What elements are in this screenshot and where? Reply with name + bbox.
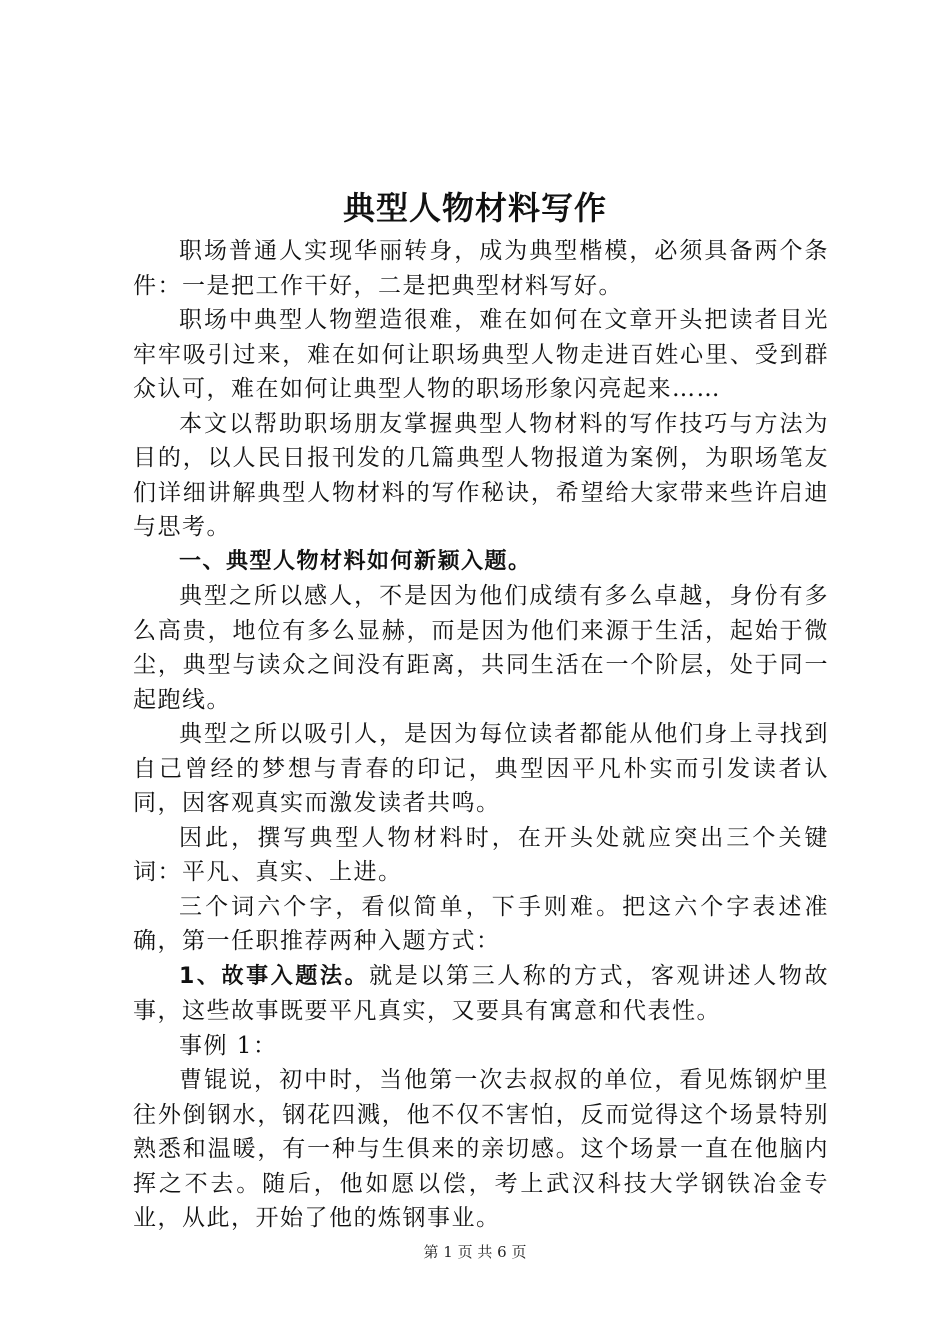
paragraph-6: 因此，撰写典型人物材料时，在开头处就应突出三个关键词：平凡、真实、上进。	[133, 824, 829, 885]
paragraph-5: 典型之所以吸引人，是因为每位读者都能从他们身上寻找到自己曾经的梦想与青春的印记，典型因平凡朴实而引发读者认同，因客观真实而激发读者共鸣。	[133, 721, 829, 816]
document-body	[133, 234, 829, 1236]
paragraph-1: 职场普通人实现华丽转身，成为典型楷模，必须具备两个条件：一是把工作干好，二是把典型材料写好。	[133, 238, 829, 299]
paragraph-7: 三个词六个字，看似简单，下手则难。把这六个字表述准确，第一任职推荐两种入题方式：	[133, 893, 829, 954]
document-title: 典型人物材料写作	[342, 189, 607, 227]
paragraph-10: 曹锟说，初中时，当他第一次去叔叔的单位，看见炼钢炉里往外倒钢水，钢花四溅，他不仅不害怕，反而觉得这个场景特别熟悉和温暖，有一种与生俱来的亲切感。这个场景一直在他脑内挥之不去。随后，他如愿以偿，考上武汉科技大学钢铁冶金专业，从此，开始了他的炼钢事业。	[133, 1067, 829, 1231]
paragraph-4: 典型之所以感人，不是因为他们成绩有多么卓越，身份有多么高贵，地位有多么显赫，而是因为他们来源于生活，起始于微尘，典型与读众之间没有距离，共同生活在一个阶层，处于同一起跑线。	[133, 583, 829, 713]
method-heading: 1、故事入题法。	[179, 963, 370, 989]
example-label: 事例 1：	[179, 1032, 278, 1059]
page-footer: 第 1 页 共 6 页	[423, 1243, 527, 1261]
paragraph-2: 职场中典型人物塑造很难，难在如何在文章开头把读者目光牢牢吸引过来，难在如何让职场典型人物走进百姓心里、受到群众认可，难在如何让典型人物的职场形象闪亮起来……	[133, 307, 829, 402]
method-description: 就是以第三人称的方式，客观讲述人物故事，这些故事既要平凡真实，又要具有寓意和代表性。	[133, 962, 829, 1024]
paragraph-8	[133, 959, 829, 1029]
paragraph-3: 本文以帮助职场朋友掌握典型人物材料的写作技巧与方法为目的，以人民日报刊发的几篇典型人物报道为案例，为职场笔友们详细讲解典型人物材料的写作秘诀，希望给大家带来些许启迪与思考。	[133, 410, 829, 540]
section-heading-1: 一、典型人物材料如何新颖入题。	[179, 548, 532, 574]
